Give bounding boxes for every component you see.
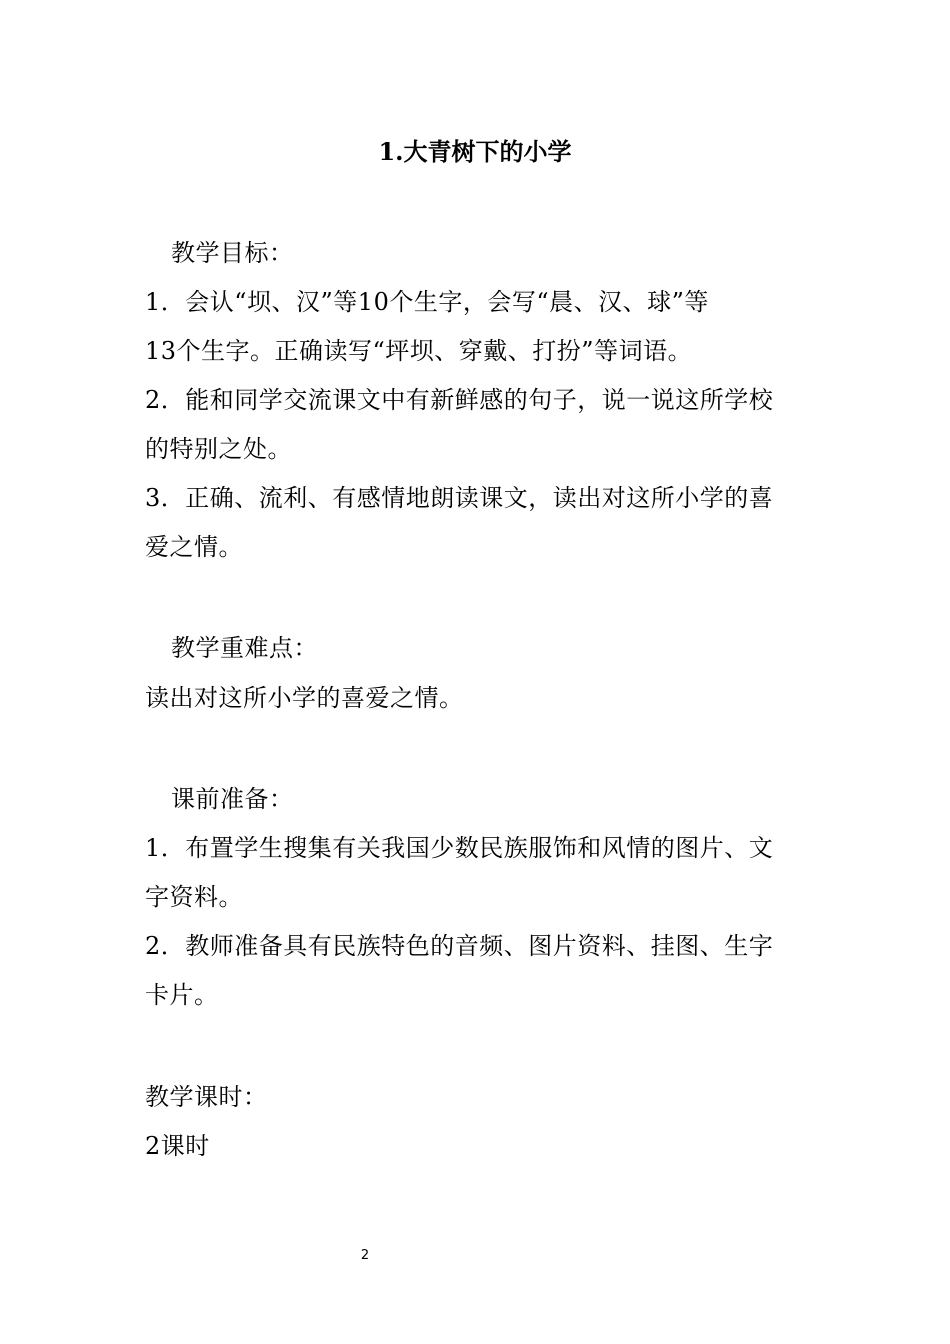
objectives-line: 2．能和同学交流课文中有新鲜感的句子，说一说这所学校 [145, 386, 774, 414]
page-number: 2 [360, 1248, 370, 1263]
key-points-heading: 教学重难点： [171, 634, 318, 662]
key-points-line: 读出对这所小学的喜爱之情。 [145, 684, 464, 712]
preparation-line: 卡片。 [145, 981, 219, 1009]
preparation-line: 1．布置学生搜集有关我国少数民族服饰和风情的图片、文 [145, 834, 774, 862]
class-hours-line: 2课时 [145, 1132, 210, 1160]
class-hours-heading: 教学课时： [145, 1083, 268, 1111]
objectives-line: 13个生字。正确读写“坪坝、穿戴、打扮”等词语。 [145, 337, 693, 365]
objectives-line: 爱之情。 [145, 533, 243, 561]
objectives-line: 的特别之处。 [145, 435, 292, 463]
objectives-line: 3．正确、流利、有感情地朗读课文，读出对这所小学的喜 [145, 484, 774, 512]
preparation-line: 字资料。 [145, 883, 243, 911]
document-title: 1.大青树下的小学 [378, 137, 572, 166]
preparation-line: 2．教师准备具有民族特色的音频、图片资料、挂图、生字 [145, 932, 774, 960]
objectives-line: 1．会认“坝、汉”等10个生字，会写“晨、汉、球”等 [145, 288, 709, 316]
objectives-heading: 教学目标： [171, 239, 294, 267]
preparation-heading: 课前准备： [171, 785, 294, 813]
